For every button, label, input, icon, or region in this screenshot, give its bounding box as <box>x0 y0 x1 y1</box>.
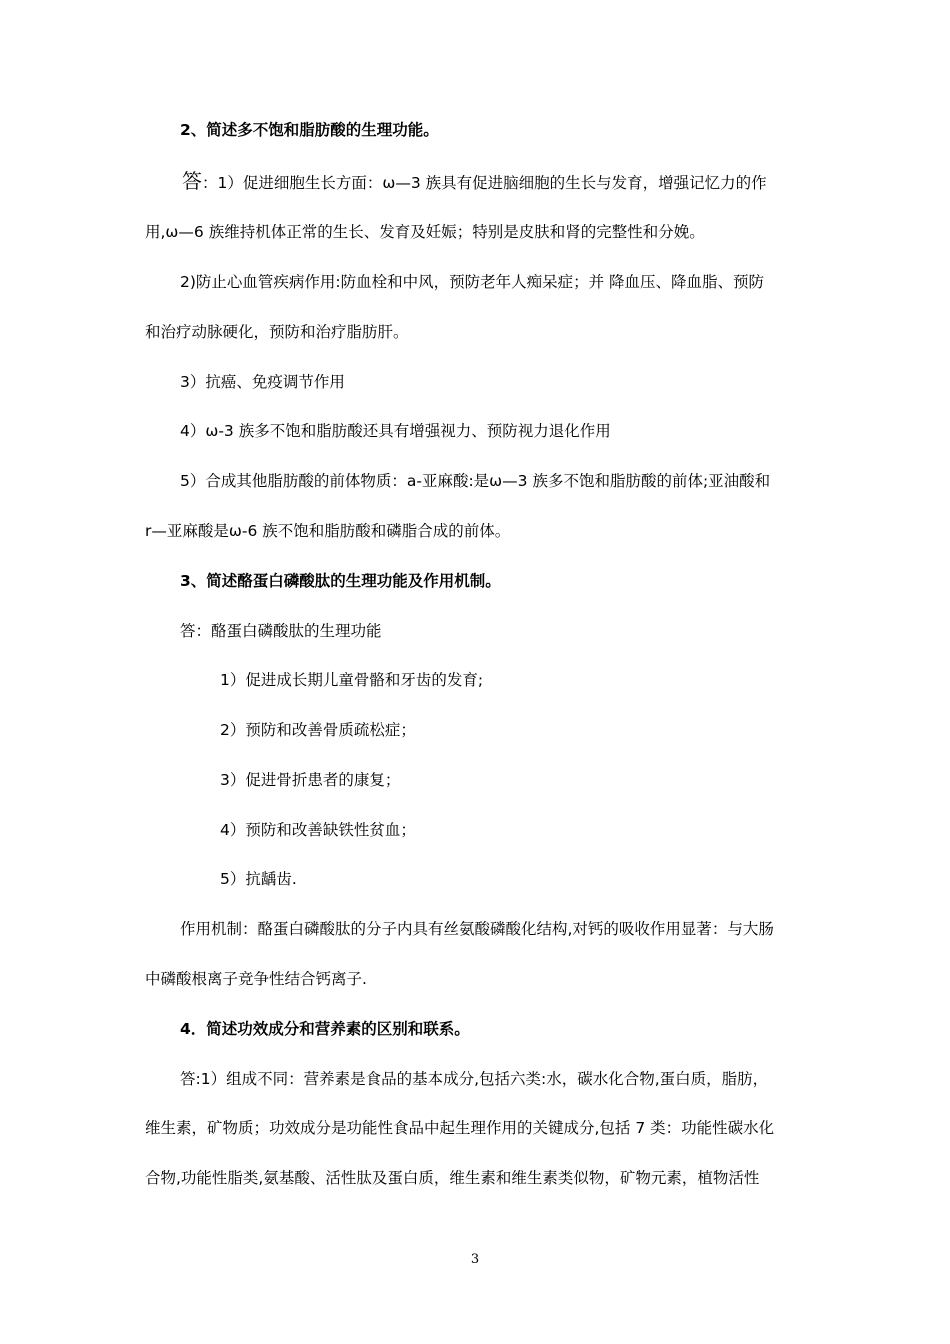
question-3-heading: 3、简述酪蛋白磷酸肽的生理功能及作用机制。 <box>180 572 501 590</box>
q2-answer-line-4: 和治疗动脉硬化，预防和治疗脂肪肝。 <box>145 323 409 341</box>
answer-label: 答 <box>182 169 202 193</box>
q2-answer-line-7: 5）合成其他脂肪酸的前体物质：a-亚麻酸:是ω—3 族多不饱和脂肪酸的前体;亚油酸和 <box>180 472 771 490</box>
q2-answer-line-8: r—亚麻酸是ω-6 族不饱和脂肪酸和磷脂合成的前体。 <box>145 522 511 540</box>
q2-answer-line-3: 2)防止心血管疾病作用:防血栓和中风，预防老年人痴呆症；并 降血压、降血脂、预防 <box>180 273 765 291</box>
q3-list-item: 3）促进骨折患者的康复； <box>220 771 401 789</box>
q3-list-item: 2）预防和改善骨质疏松症； <box>220 721 416 739</box>
q2-answer-line-6: 4）ω-3 族多不饱和脂肪酸还具有增强视力、预防视力退化作用 <box>180 422 611 440</box>
q3-mechanism-line-1: 作用机制：酪蛋白磷酸肽的分子内具有丝氨酸磷酸化结构,对钙的吸收作用显著：与大肠 <box>180 920 774 938</box>
q3-answer-intro: 答：酪蛋白磷酸肽的生理功能 <box>180 622 382 640</box>
page-number: 3 <box>470 1252 480 1267</box>
q4-answer-line-2: 维生素，矿物质；功效成分是功能性食品中起生理作用的关键成分,包括 7 类：功能性碳水化 <box>145 1119 775 1137</box>
q4-answer-line-1: 答:1）组成不同：营养素是食品的基本成分,包括六类:水，碳水化合物,蛋白质，脂肪， <box>180 1070 769 1088</box>
question-4-heading: 4．简述功效成分和营养素的区别和联系。 <box>180 1020 470 1038</box>
q2-answer-line-2: 用,ω—6 族维持机体正常的生长、发育及妊娠；特别是皮肤和肾的完整性和分娩。 <box>145 223 705 241</box>
q4-answer-line-3: 合物,功能性脂类,氨基酸、活性肽及蛋白质，维生素和维生素类似物，矿物元素，植物活性 <box>145 1169 760 1187</box>
q3-list-item: 1）促进成长期儿童骨骼和牙齿的发育; <box>220 671 484 689</box>
question-2-heading: 2、简述多不饱和脂肪酸的生理功能。 <box>180 121 439 139</box>
q2-answer-line-5: 3）抗癌、免疫调节作用 <box>180 373 345 391</box>
q2-answer-line-1: 答：1）促进细胞生长方面：ω—3 族具有促进脑细胞的生长与发育，增强记忆力的作 <box>182 169 767 193</box>
q3-mechanism-line-2: 中磷酸根离子竞争性结合钙离子. <box>145 970 367 988</box>
q3-list-item: 5）抗龋齿. <box>220 870 297 888</box>
q3-list-item: 4）预防和改善缺铁性贫血； <box>220 821 416 839</box>
